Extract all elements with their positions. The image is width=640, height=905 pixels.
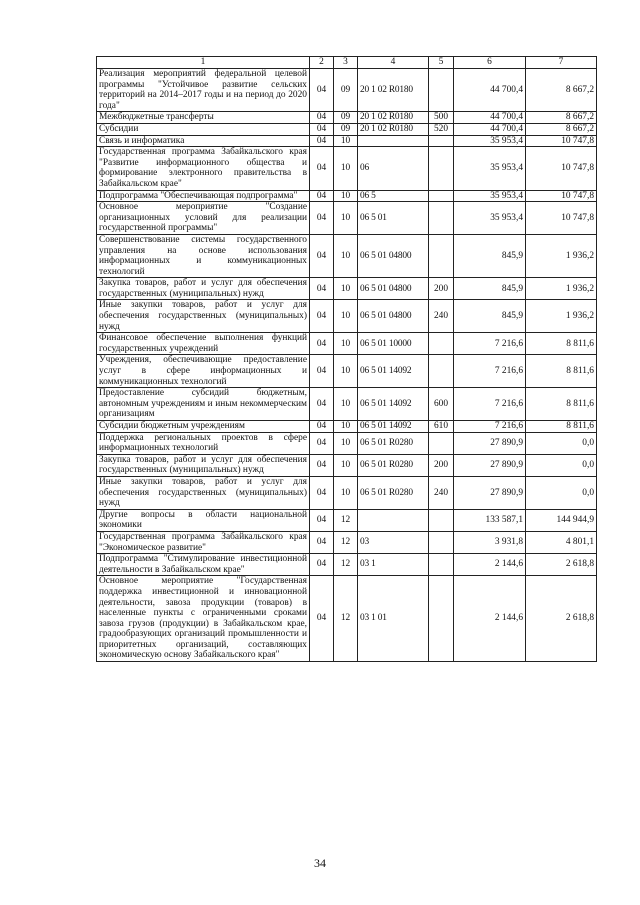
- target-article-cell: 20 1 02 R0180: [358, 69, 429, 112]
- subsection-code-cell: 10: [334, 421, 358, 433]
- amount-year2-cell: 144 944,9: [526, 509, 597, 531]
- row-name-cell: Межбюджетные трансферты: [97, 112, 310, 124]
- section-code-cell: 04: [310, 355, 334, 388]
- section-code-cell: 04: [310, 388, 334, 421]
- target-article-cell: 06 5 01 R0280: [358, 454, 429, 476]
- table-row: [97, 454, 597, 476]
- expense-type-cell: [429, 554, 454, 576]
- amount-year2-cell: 10 747,8: [526, 147, 597, 190]
- header-col-6: 6: [454, 57, 526, 69]
- subsection-code-cell: 12: [334, 576, 358, 662]
- table-row: [97, 355, 597, 388]
- section-code-cell: 04: [310, 333, 334, 355]
- amount-year2-cell: 8 667,2: [526, 69, 597, 112]
- section-code-cell: 04: [310, 300, 334, 333]
- amount-year2-cell: 8 667,2: [526, 123, 597, 135]
- row-name-cell: Основное мероприятие "Создание организационных условий для реализации государственной программы": [97, 202, 310, 235]
- section-code-cell: 04: [310, 509, 334, 531]
- target-article-cell: 03 1 01: [358, 576, 429, 662]
- subsection-code-cell: 10: [334, 355, 358, 388]
- section-code-cell: 04: [310, 147, 334, 190]
- target-article-cell: 06 5 01 10000: [358, 333, 429, 355]
- table-row: [97, 69, 597, 112]
- row-name-cell: Финансовое обеспечение выполнения функций государственных учреждений: [97, 333, 310, 355]
- section-code-cell: 04: [310, 278, 334, 300]
- subsection-code-cell: 10: [334, 135, 358, 147]
- amount-year1-cell: 133 587,1: [454, 509, 526, 531]
- subsection-code-cell: 12: [334, 531, 358, 553]
- amount-year2-cell: 4 801,1: [526, 531, 597, 553]
- expense-type-cell: 520: [429, 123, 454, 135]
- expense-type-cell: 200: [429, 278, 454, 300]
- amount-year1-cell: 845,9: [454, 234, 526, 277]
- amount-year2-cell: 8 811,6: [526, 355, 597, 388]
- header-col-7: 7: [526, 57, 597, 69]
- target-article-cell: 06 5: [358, 190, 429, 202]
- section-code-cell: 04: [310, 421, 334, 433]
- row-name-cell: Государственная программа Забайкальского края "Развитие информационного общества и формирование электронного правительства в Забайкальском крае": [97, 147, 310, 190]
- section-code-cell: 04: [310, 234, 334, 277]
- expense-type-cell: [429, 69, 454, 112]
- target-article-cell: 06 5 01 04800: [358, 300, 429, 333]
- amount-year1-cell: 35 953,4: [454, 147, 526, 190]
- table-row: [97, 554, 597, 576]
- amount-year2-cell: 8 811,6: [526, 333, 597, 355]
- section-code-cell: 04: [310, 531, 334, 553]
- table-body: [97, 69, 597, 662]
- expense-type-cell: [429, 576, 454, 662]
- expense-type-cell: 610: [429, 421, 454, 433]
- section-code-cell: 04: [310, 190, 334, 202]
- table-row: [97, 147, 597, 190]
- target-article-cell: 06 5 01 04800: [358, 234, 429, 277]
- amount-year2-cell: 0,0: [526, 454, 597, 476]
- row-name-cell: Подпрограмма "Стимулирование инвестиционной деятельности в Забайкальском крае": [97, 554, 310, 576]
- row-name-cell: Предоставление субсидий бюджетным, автономным учреждениям и иным некоммерческим организациям: [97, 388, 310, 421]
- amount-year2-cell: 8 811,6: [526, 388, 597, 421]
- table-row: [97, 135, 597, 147]
- row-name-cell: Связь и информатика: [97, 135, 310, 147]
- section-code-cell: 04: [310, 135, 334, 147]
- expense-type-cell: [429, 509, 454, 531]
- row-name-cell: Поддержка региональных проектов в сфере информационных технологий: [97, 432, 310, 454]
- section-code-cell: 04: [310, 69, 334, 112]
- row-name-cell: Реализация мероприятий федеральной целевой программы "Устойчивое развитие сельских территорий на 2014–2017 годы и на период до 2020 года": [97, 69, 310, 112]
- expense-type-cell: 240: [429, 476, 454, 509]
- target-article-cell: 06: [358, 147, 429, 190]
- amount-year1-cell: 7 216,6: [454, 333, 526, 355]
- table-row: [97, 202, 597, 235]
- amount-year1-cell: 7 216,6: [454, 388, 526, 421]
- header-row: [97, 57, 597, 69]
- row-name-cell: Иные закупки товаров, работ и услуг для обеспечения государственных (муниципальных) нужд: [97, 476, 310, 509]
- expense-type-cell: [429, 432, 454, 454]
- amount-year1-cell: 44 700,4: [454, 112, 526, 124]
- amount-year2-cell: 10 747,8: [526, 202, 597, 235]
- subsection-code-cell: 10: [334, 202, 358, 235]
- amount-year2-cell: 0,0: [526, 476, 597, 509]
- header-col-1: 1: [97, 57, 310, 69]
- section-code-cell: 04: [310, 476, 334, 509]
- amount-year1-cell: 845,9: [454, 300, 526, 333]
- expense-type-cell: [429, 190, 454, 202]
- section-code-cell: 04: [310, 112, 334, 124]
- row-name-cell: Государственная программа Забайкальского края "Экономическое развитие": [97, 531, 310, 553]
- table-row: [97, 190, 597, 202]
- expense-type-cell: [429, 135, 454, 147]
- section-code-cell: 04: [310, 202, 334, 235]
- subsection-code-cell: 09: [334, 69, 358, 112]
- amount-year2-cell: 8 811,6: [526, 421, 597, 433]
- table-row: [97, 509, 597, 531]
- amount-year1-cell: 35 953,4: [454, 202, 526, 235]
- table-row: [97, 432, 597, 454]
- row-name-cell: Субсидии: [97, 123, 310, 135]
- row-name-cell: Иные закупки товаров, работ и услуг для обеспечения государственных (муниципальных) нужд: [97, 300, 310, 333]
- amount-year2-cell: 1 936,2: [526, 278, 597, 300]
- header-col-3: 3: [334, 57, 358, 69]
- expense-type-cell: 240: [429, 300, 454, 333]
- table-row: [97, 421, 597, 433]
- amount-year1-cell: 44 700,4: [454, 123, 526, 135]
- target-article-cell: 06 5 01 14092: [358, 355, 429, 388]
- amount-year2-cell: 2 618,8: [526, 576, 597, 662]
- subsection-code-cell: 10: [334, 147, 358, 190]
- amount-year2-cell: 1 936,2: [526, 234, 597, 277]
- section-code-cell: 04: [310, 432, 334, 454]
- subsection-code-cell: 12: [334, 554, 358, 576]
- target-article-cell: 06 5 01 14092: [358, 421, 429, 433]
- table-row: [97, 234, 597, 277]
- amount-year2-cell: 1 936,2: [526, 300, 597, 333]
- amount-year1-cell: 44 700,4: [454, 69, 526, 112]
- target-article-cell: 06 5 01 R0280: [358, 432, 429, 454]
- amount-year1-cell: 27 890,9: [454, 432, 526, 454]
- expense-type-cell: [429, 147, 454, 190]
- header-col-2: 2: [310, 57, 334, 69]
- amount-year2-cell: 8 667,2: [526, 112, 597, 124]
- expense-type-cell: [429, 531, 454, 553]
- amount-year1-cell: 35 953,4: [454, 135, 526, 147]
- subsection-code-cell: 10: [334, 388, 358, 421]
- target-article-cell: 06 5 01: [358, 202, 429, 235]
- table-row: [97, 333, 597, 355]
- amount-year1-cell: 35 953,4: [454, 190, 526, 202]
- subsection-code-cell: 10: [334, 432, 358, 454]
- expense-type-cell: [429, 234, 454, 277]
- table-row: [97, 278, 597, 300]
- target-article-cell: [358, 135, 429, 147]
- target-article-cell: 06 5 01 14092: [358, 388, 429, 421]
- row-name-cell: Другие вопросы в области национальной экономики: [97, 509, 310, 531]
- target-article-cell: [358, 509, 429, 531]
- row-name-cell: Учреждения, обеспечивающие предоставление услуг в сфере информационных и коммуникационных технологий: [97, 355, 310, 388]
- expense-type-cell: [429, 333, 454, 355]
- table-row: [97, 388, 597, 421]
- section-code-cell: 04: [310, 454, 334, 476]
- amount-year2-cell: 10 747,8: [526, 135, 597, 147]
- subsection-code-cell: 10: [334, 476, 358, 509]
- header-col-5: 5: [429, 57, 454, 69]
- subsection-code-cell: 09: [334, 123, 358, 135]
- table-row: [97, 123, 597, 135]
- table-row: [97, 112, 597, 124]
- header-col-4: 4: [358, 57, 429, 69]
- amount-year1-cell: 7 216,6: [454, 421, 526, 433]
- target-article-cell: 03: [358, 531, 429, 553]
- amount-year2-cell: 2 618,8: [526, 554, 597, 576]
- subsection-code-cell: 10: [334, 333, 358, 355]
- amount-year1-cell: 3 931,8: [454, 531, 526, 553]
- subsection-code-cell: 10: [334, 234, 358, 277]
- expense-type-cell: 600: [429, 388, 454, 421]
- subsection-code-cell: 10: [334, 300, 358, 333]
- subsection-code-cell: 10: [334, 190, 358, 202]
- expense-type-cell: [429, 355, 454, 388]
- amount-year1-cell: 27 890,9: [454, 476, 526, 509]
- row-name-cell: Субсидии бюджетным учреждениям: [97, 421, 310, 433]
- section-code-cell: 04: [310, 554, 334, 576]
- target-article-cell: 06 5 01 R0280: [358, 476, 429, 509]
- amount-year2-cell: 0,0: [526, 432, 597, 454]
- row-name-cell: Основное мероприятие "Государственная поддержка инвестиционной и инновационной деятельности, завоза продукции (товаров) в населенные пункты с ограниченными сроками завоза грузов (продукции) в Забайкальском крае, градообразующих организаций промышленности и приоритетных организаций, составляющих экономическую основу Забайкальского края": [97, 576, 310, 662]
- amount-year1-cell: 7 216,6: [454, 355, 526, 388]
- table-row: [97, 300, 597, 333]
- section-code-cell: 04: [310, 576, 334, 662]
- page-number: 34: [314, 856, 326, 870]
- expense-type-cell: 200: [429, 454, 454, 476]
- target-article-cell: 03 1: [358, 554, 429, 576]
- subsection-code-cell: 12: [334, 509, 358, 531]
- subsection-code-cell: 10: [334, 454, 358, 476]
- table-row: [97, 531, 597, 553]
- expense-type-cell: 500: [429, 112, 454, 124]
- subsection-code-cell: 10: [334, 278, 358, 300]
- row-name-cell: Закупка товаров, работ и услуг для обеспечения государственных (муниципальных) нужд: [97, 454, 310, 476]
- target-article-cell: 20 1 02 R0180: [358, 123, 429, 135]
- subsection-code-cell: 09: [334, 112, 358, 124]
- row-name-cell: Совершенствование системы государственного управления на основе использования информационных и коммуникационных технологий: [97, 234, 310, 277]
- table-row: [97, 576, 597, 662]
- target-article-cell: 06 5 01 04800: [358, 278, 429, 300]
- amount-year1-cell: 2 144,6: [454, 576, 526, 662]
- section-code-cell: 04: [310, 123, 334, 135]
- amount-year2-cell: 10 747,8: [526, 190, 597, 202]
- amount-year1-cell: 845,9: [454, 278, 526, 300]
- amount-year1-cell: 27 890,9: [454, 454, 526, 476]
- target-article-cell: 20 1 02 R0180: [358, 112, 429, 124]
- row-name-cell: Подпрограмма "Обеспечивающая подпрограмма": [97, 190, 310, 202]
- expense-type-cell: [429, 202, 454, 235]
- table-row: [97, 476, 597, 509]
- amount-year1-cell: 2 144,6: [454, 554, 526, 576]
- budget-table: [96, 56, 597, 662]
- row-name-cell: Закупка товаров, работ и услуг для обеспечения государственных (муниципальных) нужд: [97, 278, 310, 300]
